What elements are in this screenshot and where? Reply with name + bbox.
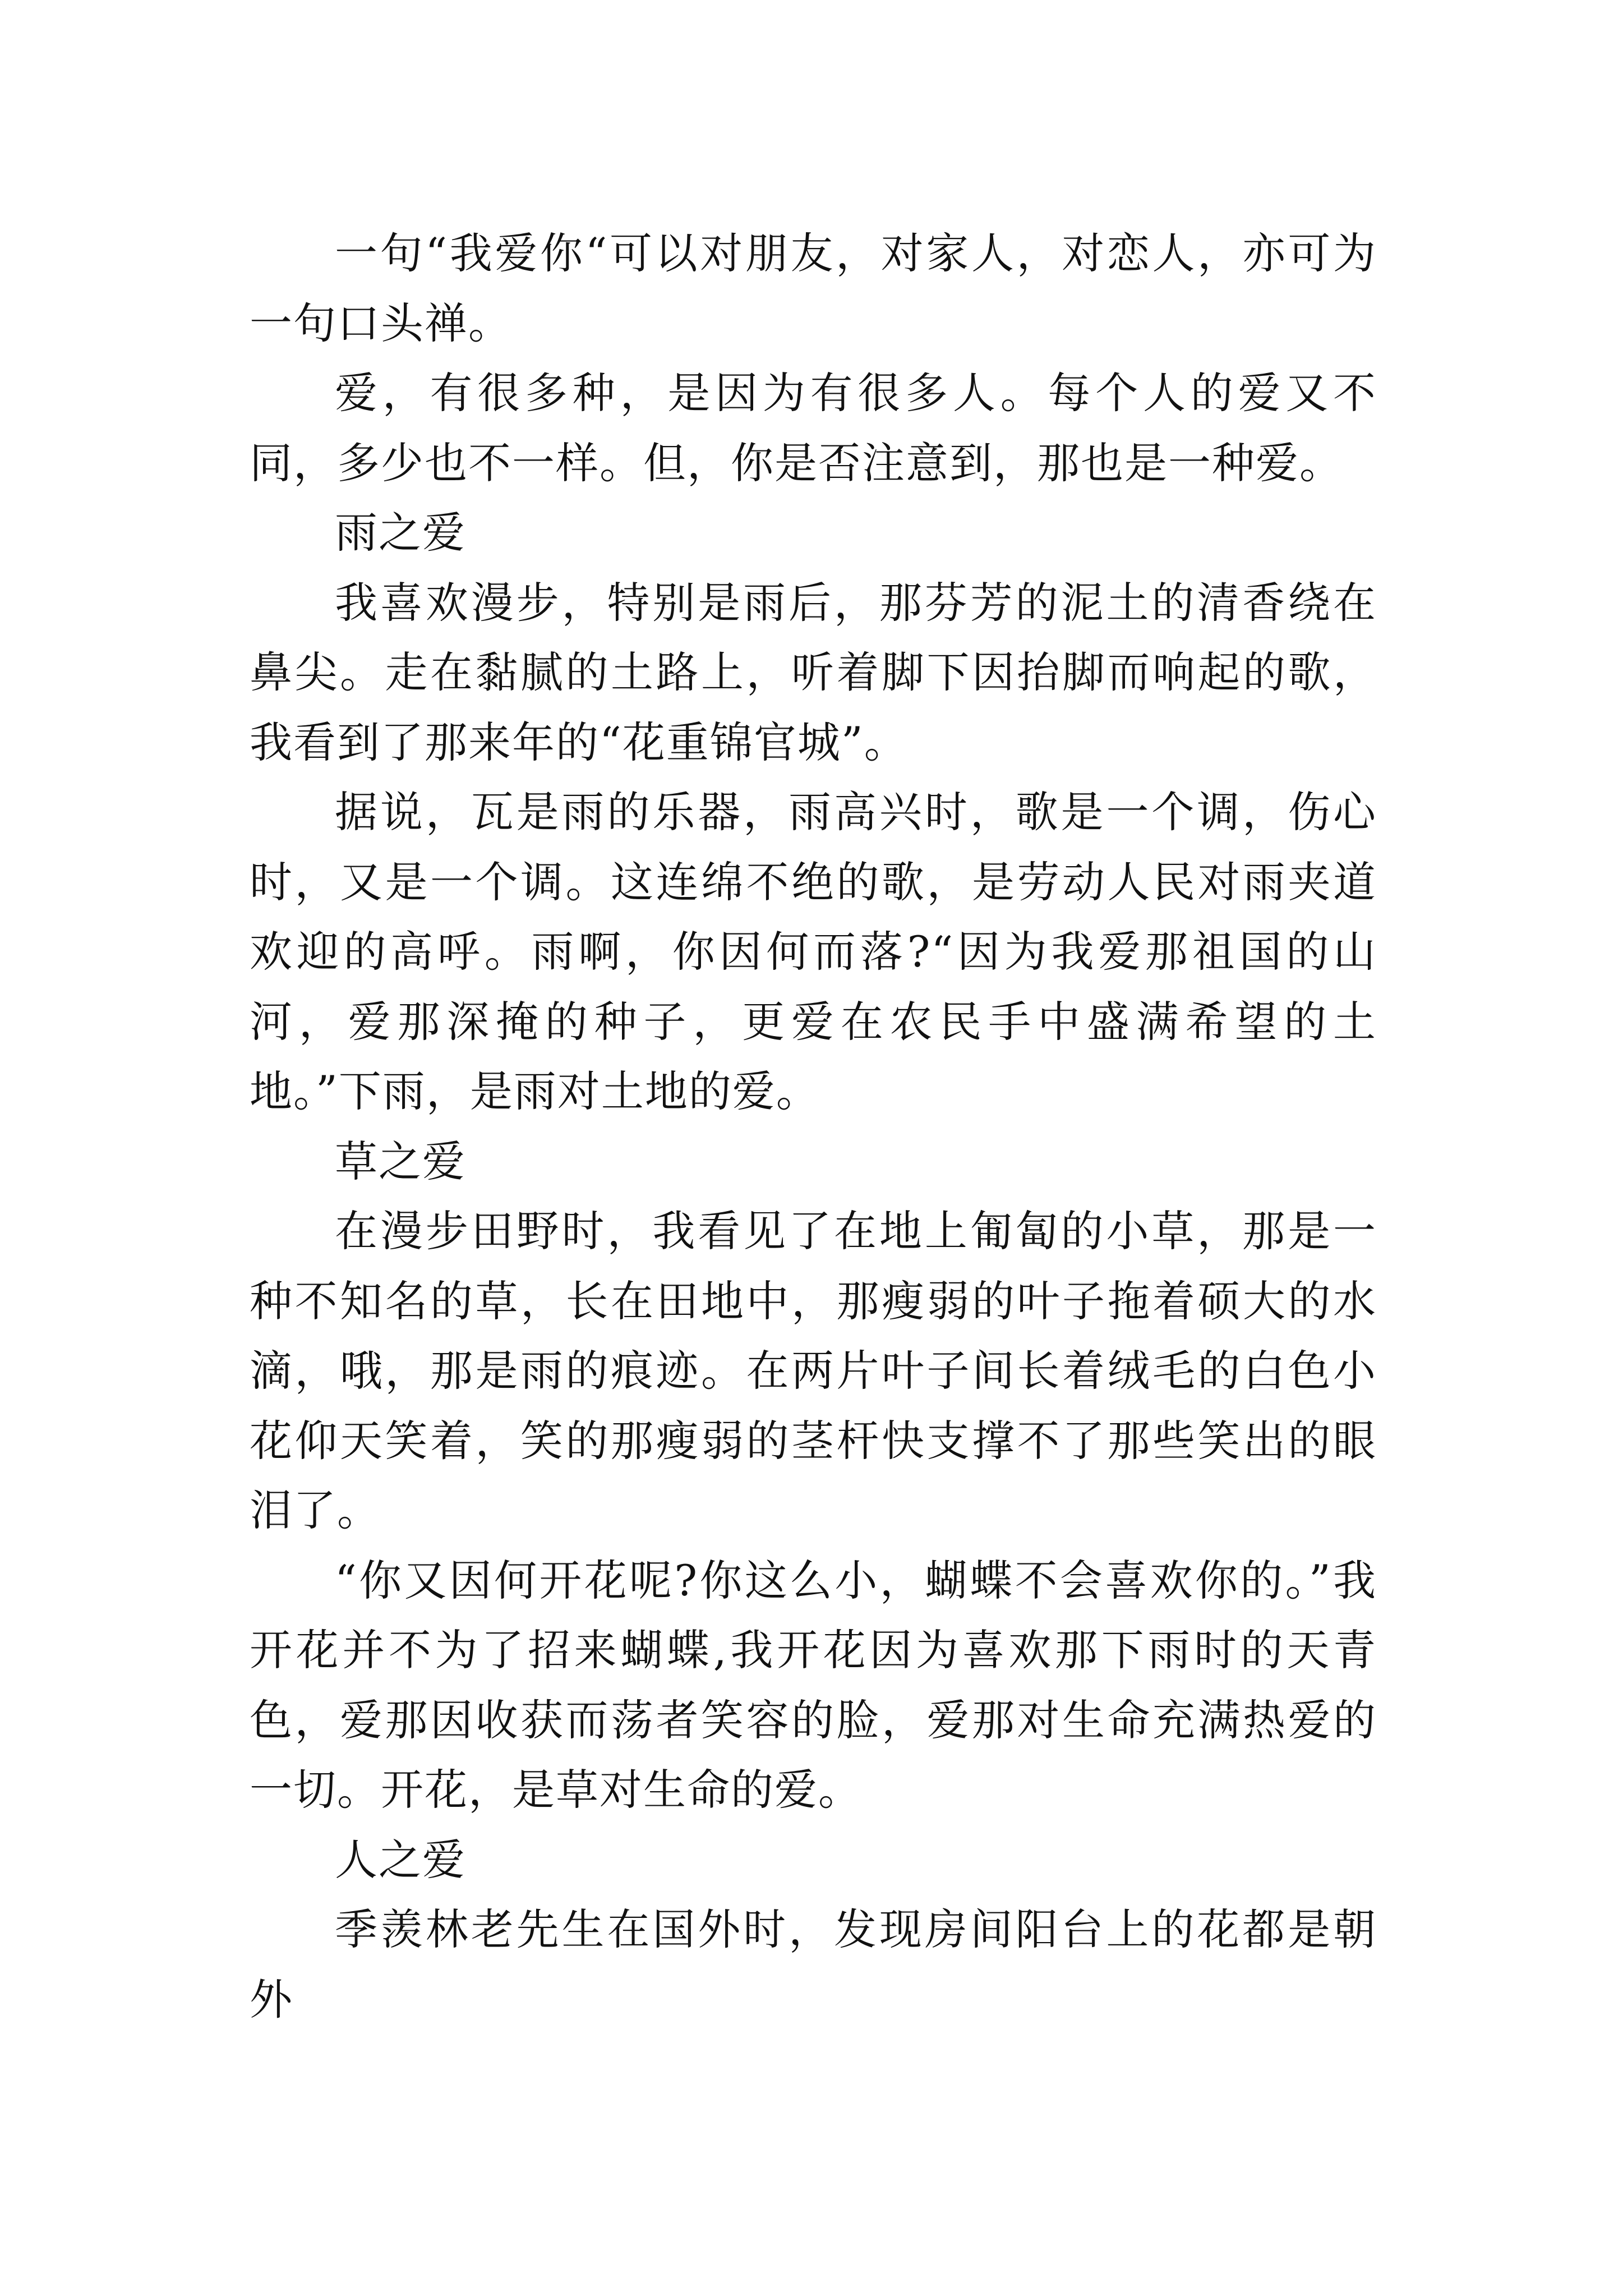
document-body <box>250 219 1377 2035</box>
section-heading-grass: 草之爱 <box>335 1136 466 1186</box>
section-heading-people: 人之爱 <box>335 1834 466 1885</box>
paragraph-rain-walk: 我喜欢漫步，特别是雨后，那芬芳的泥土的清香绕在鼻尖。走在黏腻的土路上，听着脚下因抬脚而响起的歌，我看到了那来年的“花重锦官城”。 <box>250 577 1377 767</box>
paragraph-grass-flower: “你又因何开花呢?你这么小，蝴蝶不会喜欢你的。”我开花并不为了招来蝴蝶,我开花因为喜欢那下雨时的天青色，爱那因收获而荡者笑容的脸，爱那对生命充满热爱的一切。开花，是草对生命的爱。 <box>250 1555 1377 1815</box>
section-heading-rain: 雨之爱 <box>335 508 466 558</box>
paragraph-kinds-of-love: 爱，有很多种，是因为有很多人。每个人的爱又不同，多少也不一样。但，你是否注意到，那也是一种爱。 <box>250 368 1377 488</box>
paragraph-grass-field: 在漫步田野时，我看见了在地上匍匐的小草，那是一种不知名的草，长在田地中，那瘦弱的叶子拖着硕大的水滴，哦，那是雨的痕迹。在两片叶子间长着绒毛的白色小花仰天笑着，笑的那瘦弱的茎杆快支撑不了那些笑出的眼泪了。 <box>250 1206 1377 1535</box>
paragraph-rain-tiles: 据说，瓦是雨的乐器，雨高兴时，歌是一个调，伤心时，又是一个调。这连绵不绝的歌，是劳动人民对雨夹道欢迎的高呼。雨啊，你因何而落?“因为我爱那祖国的山河，爱那深掩的种子，更爱在农民手中盛满希望的土地。”下雨，是雨对土地的爱。 <box>250 787 1377 1116</box>
paragraph-people-ji-xianlin: 季羡林老先生在国外时，发现房间阳台上的花都是朝外 <box>250 1904 1377 2024</box>
paragraph-intro: 一句“我爱你“可以对朋友，对家人，对恋人，亦可为一句口头禅。 <box>250 228 1377 348</box>
